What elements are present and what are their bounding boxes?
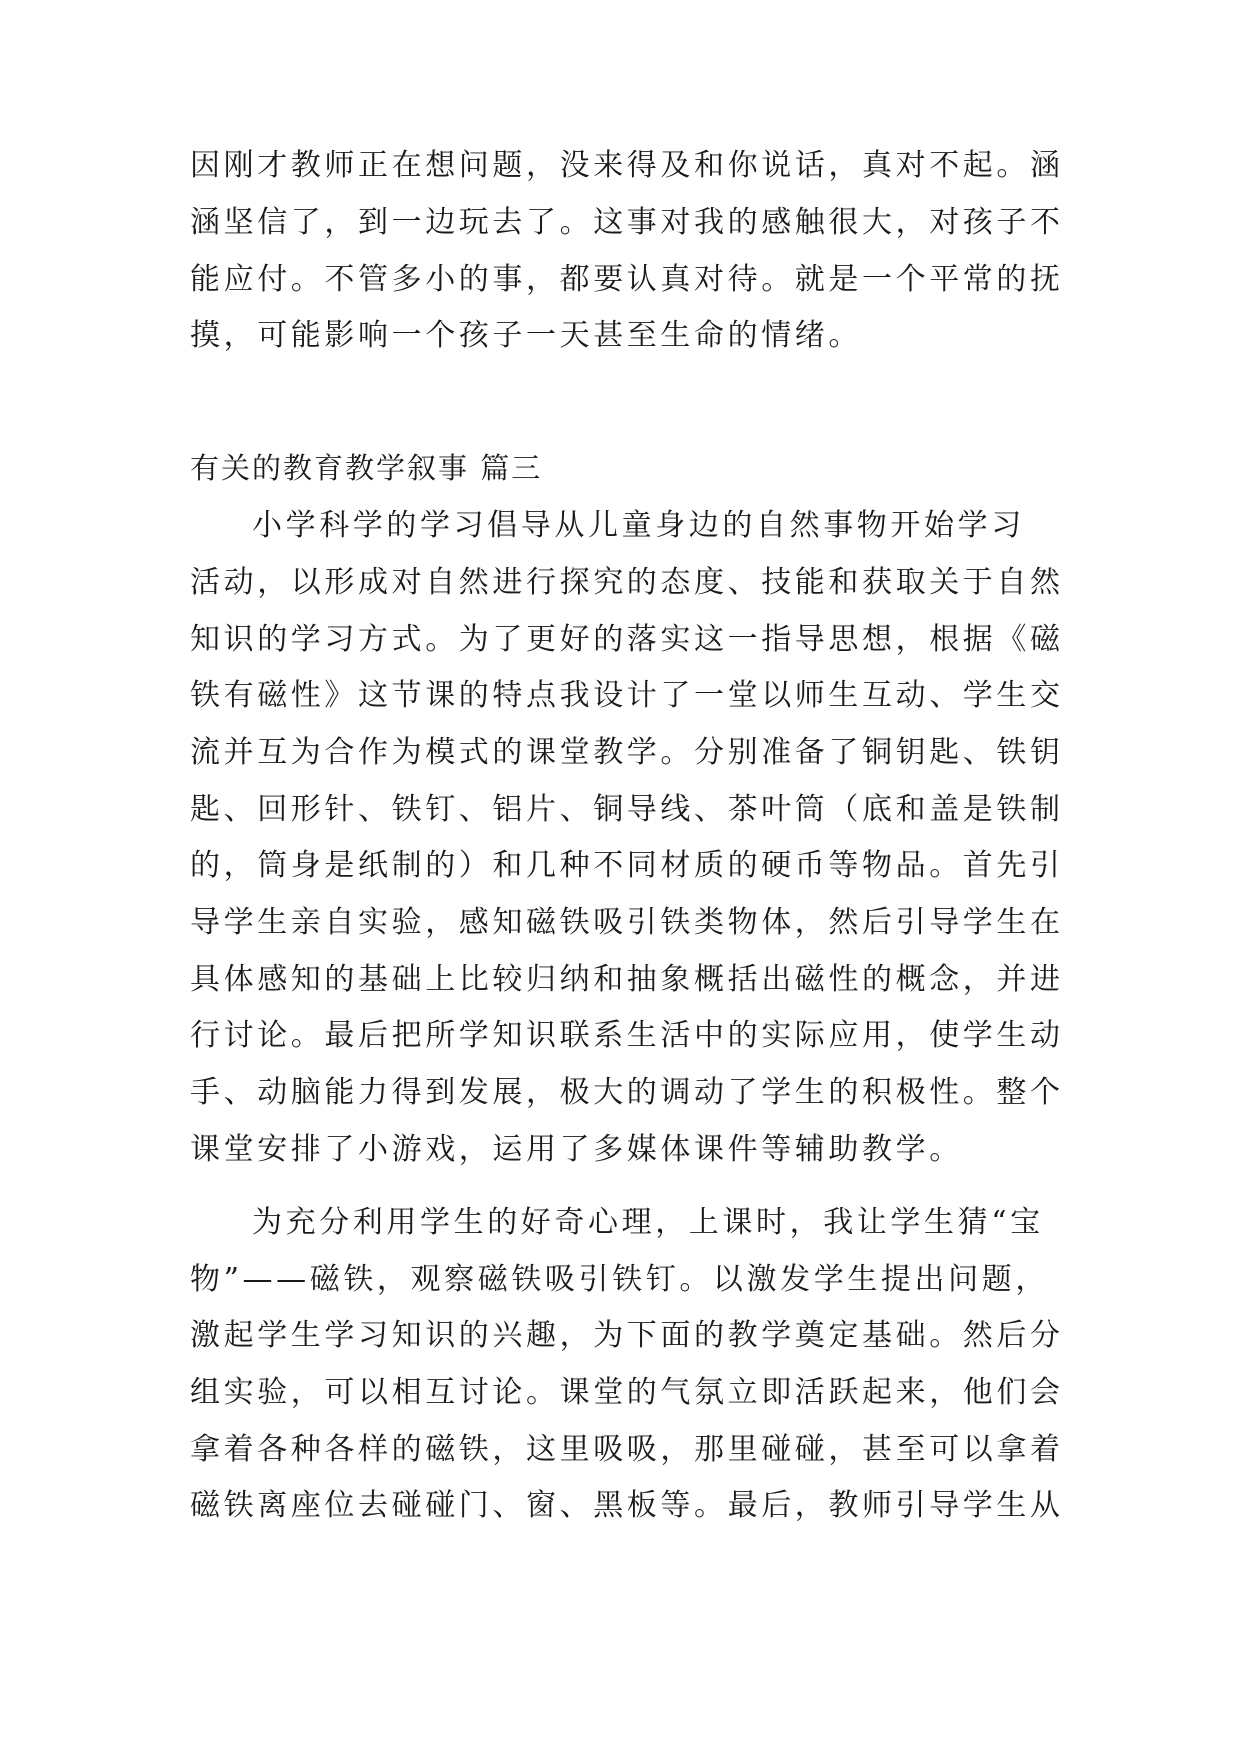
- body-text-line: 物”——磁铁，观察磁铁吸引铁钉。以激发学生提出问题，: [190, 1262, 1049, 1297]
- body-text-line: 涵坚信了，到一边玩去了。这事对我的感触很大，对孩子不: [190, 205, 1064, 240]
- body-text-line: 活动，以形成对自然进行探究的态度、技能和获取关于自然: [190, 565, 1064, 600]
- body-text-line: 具体感知的基础上比较归纳和抽象概括出磁性的概念，并进: [190, 962, 1064, 997]
- body-text-line: 行讨论。最后把所学知识联系生活中的实际应用，使学生动: [190, 1018, 1064, 1053]
- body-text-line: 课堂安排了小游戏，运用了多媒体课件等辅助教学。: [190, 1132, 963, 1167]
- body-text-line: 手、动脑能力得到发展，极大的调动了学生的积极性。整个: [190, 1075, 1064, 1110]
- body-text-line: 导学生亲自实验，感知磁铁吸引铁类物体，然后引导学生在: [190, 905, 1064, 940]
- body-text-line: 组实验，可以相互讨论。课堂的气氛立即活跃起来，他们会: [190, 1375, 1064, 1410]
- body-text-line: 拿着各种各样的磁铁，这里吸吸，那里碰碰，甚至可以拿着: [190, 1432, 1064, 1467]
- body-text-line: 激起学生学习知识的兴趣，为下面的教学奠定基础。然后分: [190, 1318, 1064, 1353]
- body-text-line: 知识的学习方式。为了更好的落实这一指导思想，根据《磁: [190, 622, 1064, 657]
- body-text-line: 流并互为合作为模式的课堂教学。分别准备了铜钥匙、铁钥: [190, 735, 1064, 770]
- body-text-line: 为充分利用学生的好奇心理，上课时，我让学生猜“宝: [252, 1205, 1044, 1240]
- body-text-line: 的，筒身是纸制的）和几种不同材质的硬币等物品。首先引: [190, 848, 1064, 883]
- body-text-line: 铁有磁性》这节课的特点我设计了一堂以师生互动、学生交: [190, 678, 1064, 713]
- body-text-line: 摸，可能影响一个孩子一天甚至生命的情绪。: [190, 318, 862, 353]
- body-text-line: 能应付。不管多小的事，都要认真对待。就是一个平常的抚: [190, 262, 1064, 297]
- body-text-line: 磁铁离座位去碰碰门、窗、黑板等。最后，教师引导学生从: [190, 1488, 1064, 1523]
- section-heading: 有关的教育教学叙事 篇三: [190, 451, 543, 485]
- body-text-line: 因刚才教师正在想问题，没来得及和你说话，真对不起。涵: [190, 148, 1064, 183]
- body-text-line: 小学科学的学习倡导从儿童身边的自然事物开始学习: [252, 508, 1025, 543]
- body-text-line: 匙、回形针、铁钉、铝片、铜导线、茶叶筒（底和盖是铁制: [190, 792, 1064, 827]
